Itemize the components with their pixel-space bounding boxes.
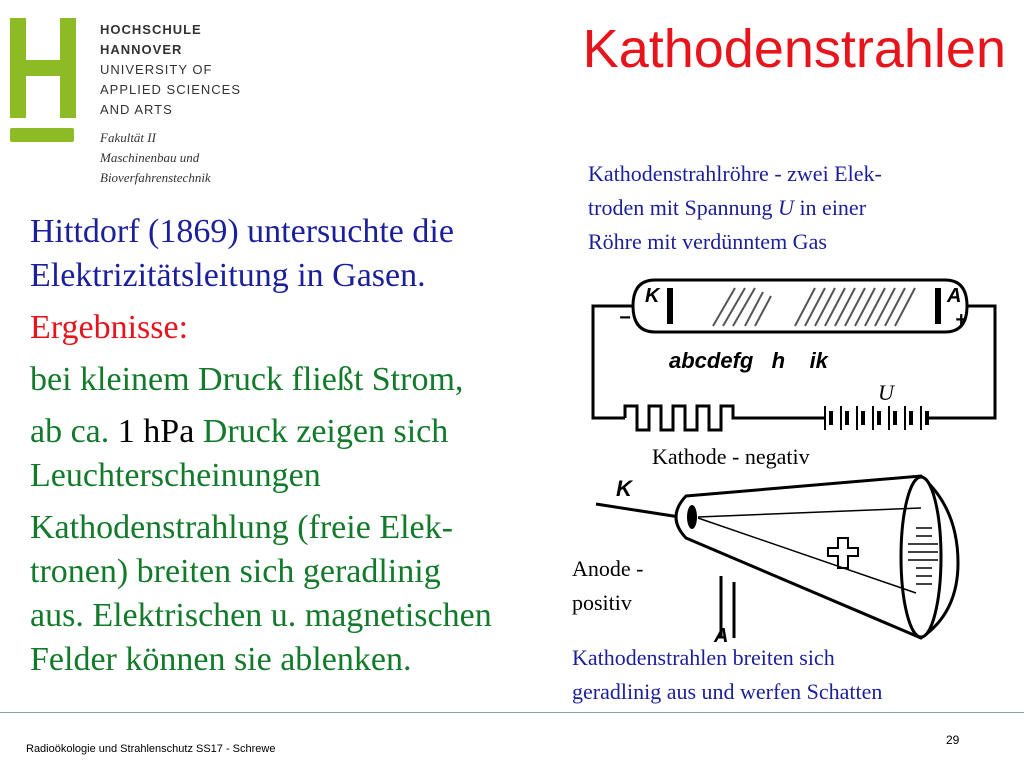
caption-tube-line-3: Röhre mit verdünntem Gas [588,229,827,254]
cone-screen [901,477,941,637]
page-number: 29 [946,733,960,747]
discharge-tube-diagram [585,268,1010,448]
resistor [625,406,825,430]
text-hittdorf-line-1: Hittdorf (1869) untersuchte die [30,213,454,250]
shadow-tube-diagram [586,468,986,648]
cone-cathode-lead [596,504,686,518]
slide-title: Kathodenstrahlen [582,19,1006,79]
cathode-plate [667,288,673,324]
tube-label-a: A [947,285,962,307]
faculty-line-3: Bioverfahrenstechnik [100,170,211,185]
voltage-label: U [878,380,894,405]
text-hittdorf-line-2: Elektrizitätsleitung in Gasen. [30,257,426,294]
text-pressure-value: 1 hPa [117,413,195,450]
cone-label-a: A [714,625,729,647]
caption-tube-text-c: in einer [793,195,867,220]
university-name [100,20,241,120]
caption-tube-line-2 [588,191,866,225]
text-kathodenstrahlung-line-4: Felder können sie ablenken. [30,641,412,678]
text-ab-ca: ab ca. [30,413,118,450]
faculty-line-2: Maschinenbau und [100,150,200,165]
faculty-line-1: Fakultät II [100,130,156,145]
text-druck-zeigen: Druck zeigen sich [194,413,449,450]
tube-region-letters: abcdefg h ik [669,348,828,373]
university-line-2: HANNOVER [100,42,183,57]
tube-body [633,280,967,332]
text-druck-leuchten-line-2: Leuchterscheinungen [30,457,321,494]
logo-bar [10,128,74,142]
university-line-3: UNIVERSITY OF [100,62,213,77]
tube-label-k: K [645,285,660,307]
caption-tube-text-a: troden mit Spannung [588,195,779,220]
cone-cathode [687,505,697,529]
anode-label-line-1: Anode - [572,556,644,581]
tube-plus: + [955,309,967,331]
footer-divider [0,712,1024,713]
tube-minus: − [619,307,631,329]
anode-plate [935,288,941,324]
footer-text: Radioökologie und Strahlenschutz SS17 - Schrewe [26,743,276,755]
university-line-5: AND ARTS [100,102,173,117]
university-line-4: APPLIED SCIENCES [100,82,241,97]
cathode-label: Kathode - negativ [652,444,810,469]
university-line-1: HOCHSCHULE [100,22,202,37]
text-kathodenstrahlung-line-3: aus. Elektrischen u. magnetischen [30,597,492,634]
caption-tube-line-1: Kathodenstrahlröhre - zwei Elek- [588,161,882,186]
text-ergebnisse: Ergebnisse: [30,309,189,346]
text-kathodenstrahlung-line-1: Kathodenstrahlung (freie Elek- [30,509,453,546]
faculty-name [100,128,211,188]
caption-tube-voltage-symbol: U [778,195,794,220]
caption-shadow-line-1: Kathodenstrahlen breiten sich [572,645,835,670]
text-kathodenstrahlung-line-2: tronen) breiten sich geradlinig [30,553,441,590]
text-druck-strom: bei kleinem Druck fließt Strom, [30,361,464,398]
caption-shadow-line-2: geradlinig aus und werfen Schatten [572,679,883,704]
text-druck-leuchten-line-1 [30,410,448,454]
anode-label-line-2: positiv [572,590,632,615]
cone-label-k: K [616,476,632,501]
university-logo-h [10,18,76,118]
